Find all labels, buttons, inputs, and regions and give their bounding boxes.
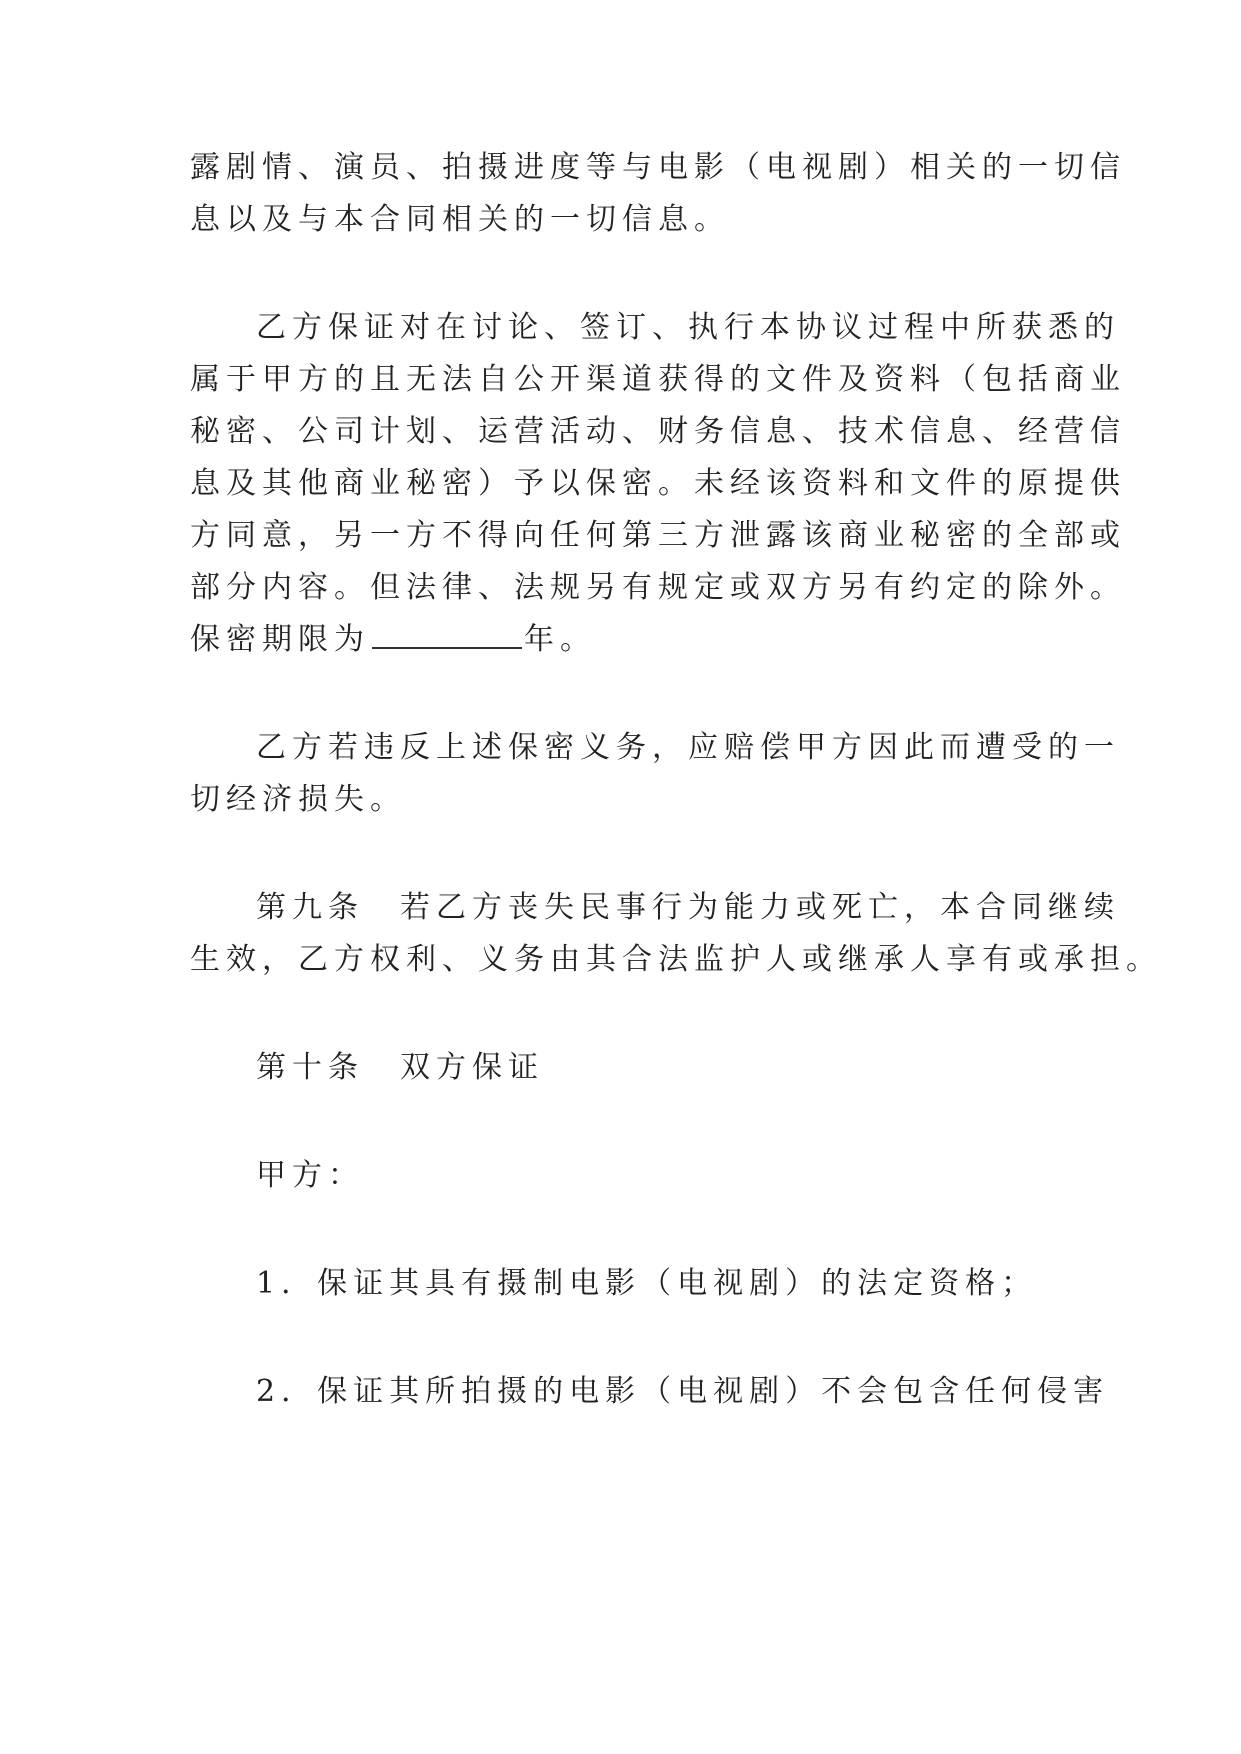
paragraph-line: 息及其他商业秘密）予以保密。未经该资料和文件的原提供 [190, 466, 1126, 501]
paragraph-line: 属于甲方的且无法自公开渠道获得的文件及资料（包括商业 [190, 362, 1126, 397]
list-item: 2．保证其所拍摄的电影（电视剧）不会包含任何侵害 [256, 1374, 1110, 1409]
paragraph-line: 秘密、公司计划、运营活动、财务信息、技术信息、经营信 [190, 414, 1126, 449]
paragraph-line: 切经济损失。 [190, 782, 406, 817]
paragraph-line: 生效，乙方权利、义务由其合法监护人或继承人享有或承担。 [190, 942, 1162, 977]
article-ten-heading: 第十条 双方保证 [256, 1050, 544, 1085]
paragraph-line: 乙方若违反上述保密义务，应赔偿甲方因此而遭受的一 [256, 730, 1120, 765]
confidential-period-line [190, 620, 1070, 660]
confidential-period-prefix: 保密期限为 [190, 622, 370, 657]
blank-fill-line[interactable] [372, 621, 522, 649]
paragraph-line: 方同意，另一方不得向任何第三方泄露该商业秘密的全部或 [190, 518, 1126, 553]
paragraph-line: 乙方保证对在讨论、签订、执行本协议过程中所获悉的 [256, 310, 1120, 345]
paragraph-line: 息以及与本合同相关的一切信息。 [190, 202, 730, 237]
list-item: 1．保证其具有摄制电影（电视剧）的法定资格； [256, 1266, 1038, 1301]
article-nine-line: 第九条 若乙方丧失民事行为能力或死亡，本合同继续 [256, 890, 1120, 925]
party-a-label: 甲方： [256, 1158, 364, 1193]
paragraph-line: 部分内容。但法律、法规另有规定或双方另有约定的除外。 [190, 570, 1126, 605]
paragraph-line: 露剧情、演员、拍摄进度等与电影（电视剧）相关的一切信 [190, 150, 1126, 185]
confidential-period-suffix: 年。 [524, 622, 596, 657]
